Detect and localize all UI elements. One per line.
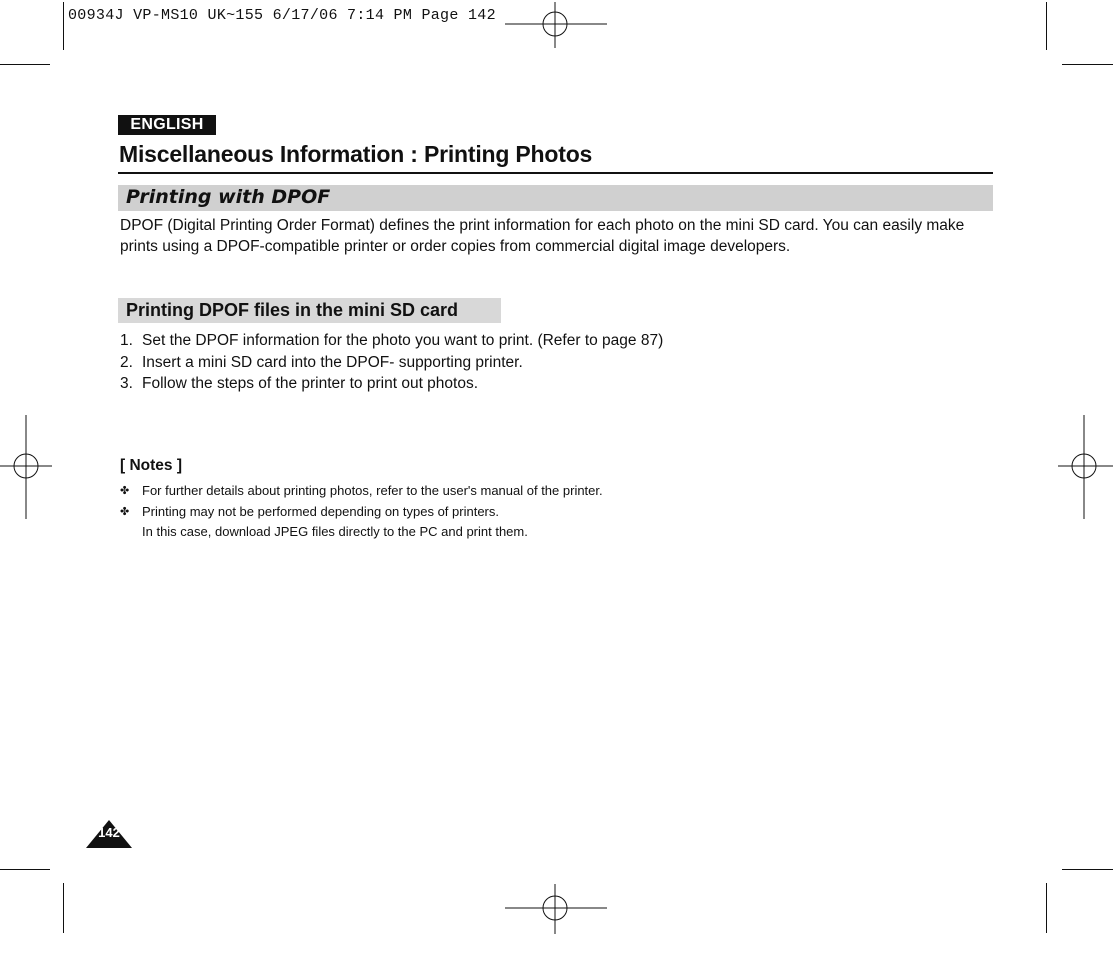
note-continuation: In this case, download JPEG files directly to the PC and print them.	[142, 524, 528, 539]
crop-mark	[0, 869, 50, 870]
list-item	[120, 352, 663, 374]
crop-mark	[1046, 883, 1047, 933]
crop-mark	[63, 2, 64, 50]
registration-mark-right	[1058, 415, 1113, 519]
crop-mark	[1046, 2, 1047, 50]
section-heading: Printing with DPOF	[126, 186, 331, 208]
list-item	[120, 330, 663, 352]
page-title: Miscellaneous Information : Printing Photos	[119, 141, 593, 167]
crop-mark	[1062, 869, 1113, 870]
crop-mark	[63, 883, 64, 933]
step-number: 3.	[120, 375, 133, 392]
notes-list	[120, 481, 603, 543]
step-number: 2.	[120, 353, 133, 371]
list-item	[120, 481, 603, 502]
registration-mark-bottom	[505, 884, 607, 934]
steps-list	[120, 330, 663, 395]
subsection-heading: Printing DPOF files in the mini SD card	[126, 300, 459, 320]
registration-mark-left	[0, 415, 52, 519]
print-slug: 00934J VP-MS10 UK~155 6/17/06 7:14 PM Page 142	[68, 7, 496, 24]
crop-mark	[1062, 64, 1113, 65]
title-rule	[118, 172, 993, 174]
step-text: Follow the steps of the printer to print out photos.	[142, 375, 479, 392]
bullet-icon: ✤	[120, 485, 130, 497]
registration-mark-top	[505, 2, 607, 48]
language-badge: ENGLISH	[118, 115, 216, 135]
list-item	[120, 373, 663, 395]
step-text: Set the DPOF information for the photo you want to print. (Refer to page 87)	[142, 332, 664, 349]
step-text: Insert a mini SD card into the DPOF- supporting printer.	[142, 353, 523, 371]
notes-title: [ Notes ]	[120, 457, 182, 474]
step-number: 1.	[120, 332, 133, 349]
crop-mark	[0, 64, 50, 65]
bullet-icon: ✤	[120, 505, 130, 518]
note-text: For further details about printing photos, refer to the user's manual of the printer.	[142, 483, 603, 498]
intro-paragraph: DPOF (Digital Printing Order Format) defines the print information for each photo on the mini SD card. You can easily make prints using a DPOF-compatible printer or order copies from commercial digital image developers.	[120, 217, 965, 255]
note-text: Printing may not be performed depending on types of printers.	[142, 503, 499, 519]
page-number: 142	[98, 825, 120, 840]
list-item	[120, 502, 603, 543]
